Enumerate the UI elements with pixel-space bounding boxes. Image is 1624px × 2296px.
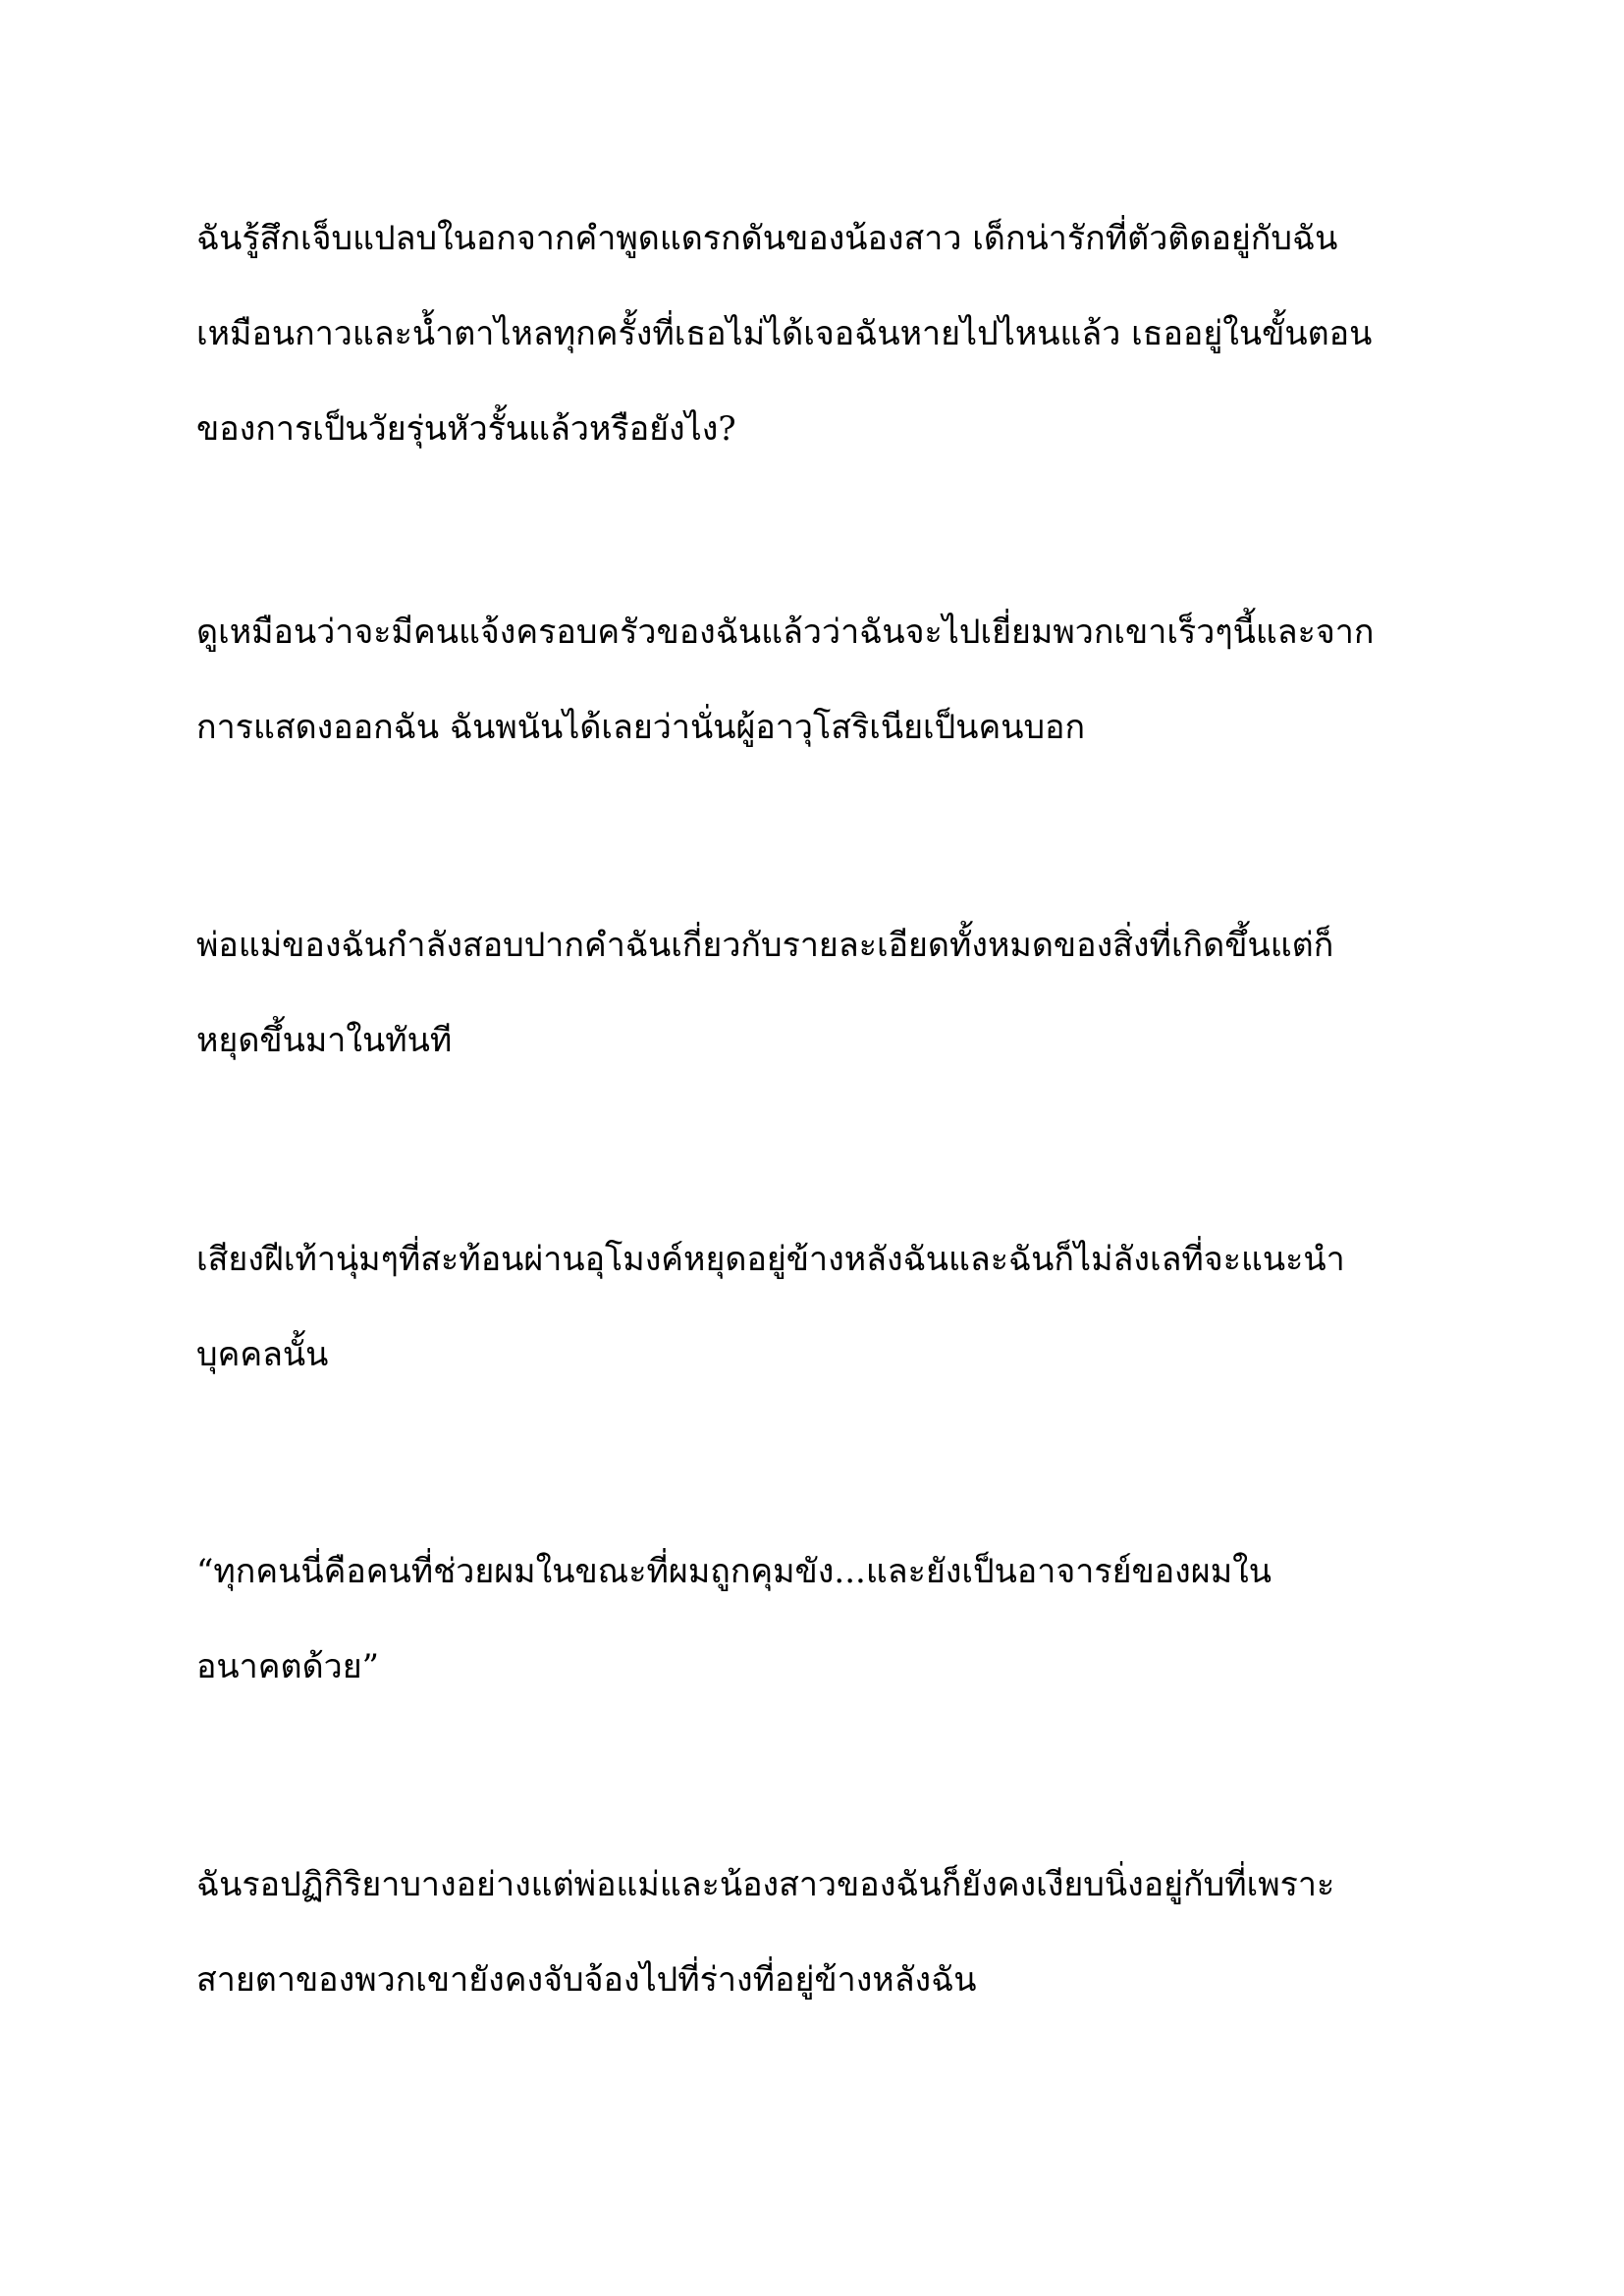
paragraph-line: เสียงฝีเท้านุ่มๆที่สะท้อนผ่านอุโมงค์หยุดอยู่ข้างหลังฉันและฉันก็ไม่ลังเลที่จะแนะนำ <box>196 1240 1345 1279</box>
paragraph-line: ของการเป็นวัยรุ่นหัวรั้นแล้วหรือยังไง? <box>196 409 736 449</box>
paragraph-line: อนาคตด้วย” <box>196 1647 380 1686</box>
paragraph-5-dialogue <box>196 1524 1434 1715</box>
paragraph-1 <box>196 191 1434 477</box>
paragraph-line: หยุดขึ้นมาในทันที <box>196 1021 453 1060</box>
paragraph-line: พ่อแม่ของฉันกำลังสอบปากคำฉันเกี่ยวกับรายละเอียดทั้งหมดของสิ่งที่เกิดขึ้นแต่ก็ <box>196 926 1334 965</box>
paragraph-3 <box>196 898 1434 1089</box>
paragraph-line: เหมือนกาวและน้ำตาไหลทุกครั้งที่เธอไม่ได้เจอฉันหายไปไหนแล้ว เธออยู่ในขั้นตอน <box>196 314 1373 353</box>
paragraph-line: สายตาของพวกเขายังคงจับจ้องไปที่ร่างที่อยู่ข้างหลังฉัน <box>196 1960 977 2000</box>
paragraph-line: ฉันรู้สึกเจ็บแปลบในอกจากคำพูดแดรกดันของน้องสาว เด็กน่ารักที่ตัวติดอยู่กับฉัน <box>196 219 1338 258</box>
paragraph-line: บุคคลนั้น <box>196 1335 329 1374</box>
paragraph-line: การแสดงออกฉัน ฉันพนันได้เลยว่านั่นผู้อาวุโสริเนียเป็นคนบอก <box>196 708 1086 747</box>
paragraph-2 <box>196 585 1434 775</box>
paragraph-line: ดูเหมือนว่าจะมีคนแจ้งครอบครัวของฉันแล้วว่าฉันจะไปเยี่ยมพวกเขาเร็วๆนี้และจาก <box>196 613 1375 652</box>
paragraph-6 <box>196 1838 1434 2028</box>
paragraph-4 <box>196 1212 1434 1403</box>
paragraph-line: “ทุกคนนี่คือคนที่ช่วยผมในขณะที่ผมถูกคุมขัง...และยังเป็นอาจารย์ของผมใน <box>196 1552 1272 1591</box>
paragraph-line: ฉันรอปฏิกิริยาบางอย่างแต่พ่อแม่และน้องสาวของฉันก็ยังคงเงียบนิ่งอยู่กับที่เพราะ <box>196 1865 1335 1904</box>
